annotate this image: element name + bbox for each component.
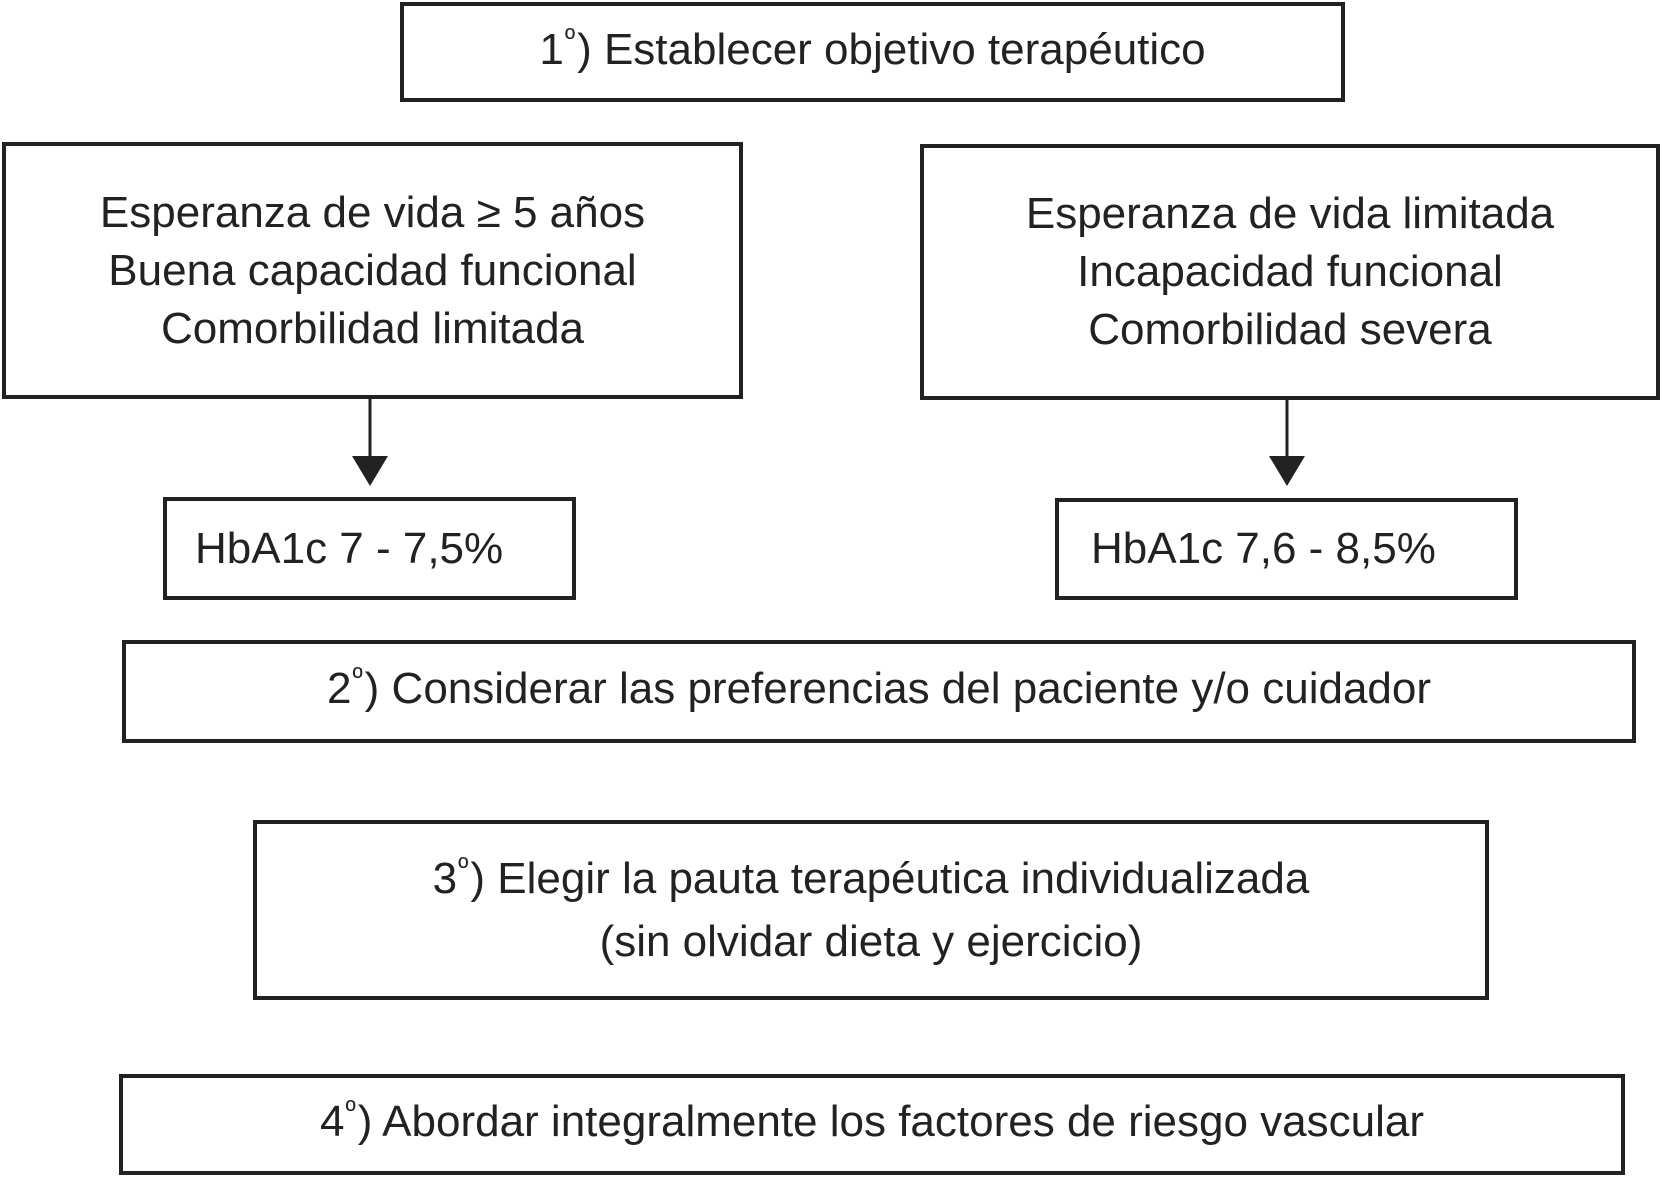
step-1-number: 1 (539, 24, 564, 74)
step-4-ordinal: º (345, 1095, 356, 1126)
arrow-left-head (352, 456, 388, 486)
step-1-box (400, 2, 1345, 102)
arrow-right-head (1269, 456, 1305, 486)
step-3-ordinal: º (458, 851, 469, 883)
criteria-limited-prognosis-box (920, 144, 1660, 400)
step-2-box (122, 640, 1636, 743)
criteria-left-line-2: Buena capacidad funcional (108, 245, 637, 295)
step-3-box (253, 820, 1489, 1000)
step-3-label: ) Elegir la pauta terapéutica individualizada (470, 853, 1310, 903)
criteria-good-prognosis-box (2, 142, 743, 399)
target-hba1c-left-box (163, 497, 576, 600)
criteria-left-line-1: Esperanza de vida ≥ 5 años (99, 187, 646, 237)
step-2-text (327, 660, 1431, 723)
step-3-number: 3 (432, 853, 458, 903)
target-left-text: HbA1c 7 - 7,5% (195, 523, 504, 573)
criteria-right-line-2: Incapacidad funcional (1077, 247, 1503, 296)
step-1-label: ) Establecer objetivo terapéutico (577, 24, 1206, 74)
step-3-text (433, 850, 1310, 913)
step-4-label: ) Abordar integralmente los factores de riesgo vascular (357, 1097, 1425, 1146)
step-4-text (320, 1093, 1424, 1156)
step-2-ordinal: º (352, 662, 363, 693)
criteria-left-line-3: Comorbilidad limitada (160, 303, 585, 353)
target-right-text: HbA1c 7,6 - 8,5% (1091, 524, 1436, 573)
criteria-right-line-3: Comorbilidad severa (1088, 305, 1492, 354)
step-3-line-2: (sin olvidar dieta y ejercicio) (599, 916, 1143, 966)
step-2-number: 2 (326, 664, 352, 713)
criteria-right-line-1: Esperanza de vida limitada (1025, 189, 1555, 238)
step-1-text (539, 21, 1205, 84)
target-hba1c-right-box (1055, 498, 1518, 600)
step-4-number: 4 (319, 1097, 345, 1146)
step-4-box (119, 1074, 1625, 1175)
step-1-ordinal: º (564, 22, 576, 54)
step-2-label: ) Considerar las preferencias del paciente y/o cuidador (364, 664, 1432, 713)
